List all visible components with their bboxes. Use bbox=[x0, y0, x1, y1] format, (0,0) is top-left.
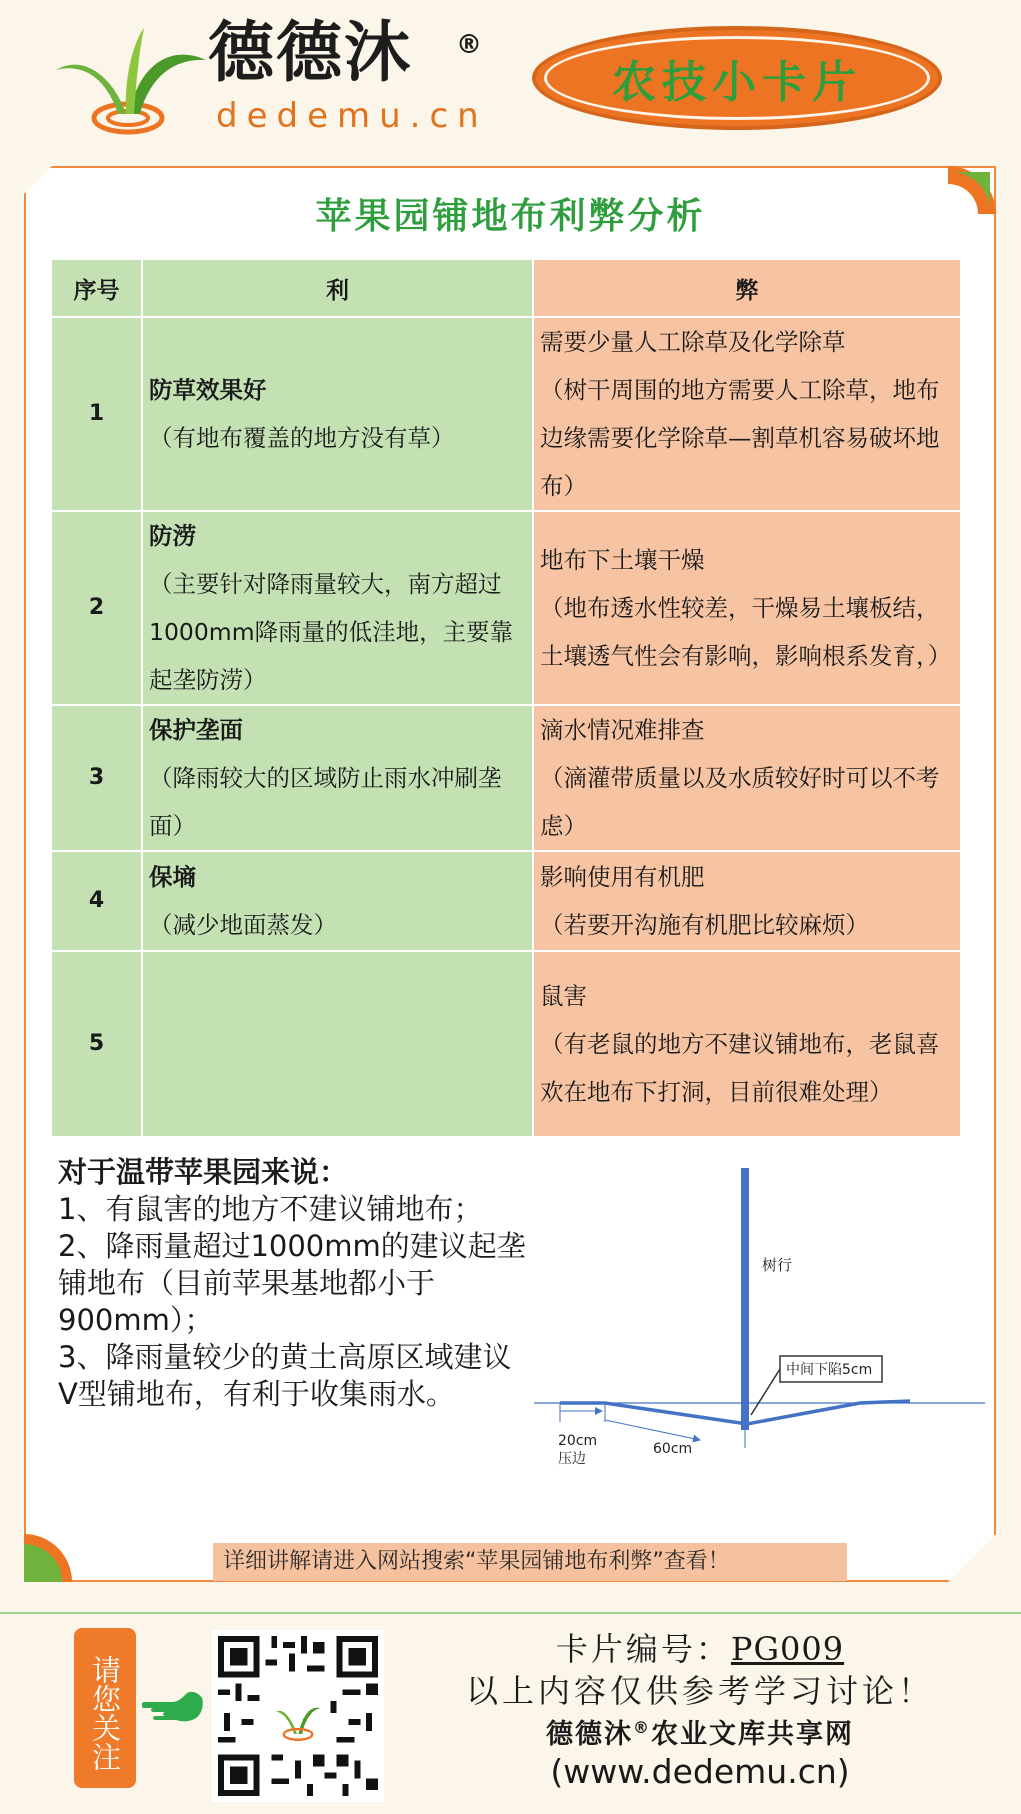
header-cons: 弊 bbox=[533, 259, 961, 317]
con-text: （滴灌带质量以及水质较好时可以不考虑） bbox=[540, 764, 940, 840]
dedemu-logo bbox=[56, 22, 206, 138]
site-name-brand: 德德沐 bbox=[546, 1719, 633, 1750]
con-title: 影响使用有机肥 bbox=[540, 863, 705, 891]
pro-title: 防涝 bbox=[149, 522, 196, 550]
follow-us-tag: 请您关注 bbox=[74, 1628, 136, 1788]
card-number bbox=[420, 1624, 980, 1670]
edge-press-label: 压边 bbox=[558, 1451, 586, 1467]
notes-heading: 对于温带苹果园来说： bbox=[58, 1155, 349, 1189]
span-width-label: 60cm bbox=[653, 1441, 693, 1457]
con-text: （地布透水性较差，干燥易土壤板结，土壤透气性会有影响，影响根系发育，） bbox=[540, 594, 952, 670]
site-name-suffix: 农业文库共享网 bbox=[651, 1719, 854, 1750]
notes-line-3: 3、降雨量较少的黄土高原区域建议V型铺地布，有利于收集雨水。 bbox=[58, 1340, 512, 1411]
con-text: （树干周围的地方需要人工除草，地布边缘需要化学除草—割草机容易破坏地布） bbox=[540, 376, 940, 500]
edge-width-label: 20cm bbox=[558, 1433, 598, 1449]
search-hint-banner: 详细讲解请进入网站搜索“苹果园铺地布利弊”查看！ bbox=[213, 1543, 847, 1581]
site-name bbox=[420, 1712, 980, 1751]
pro-title: 保护垄面 bbox=[149, 716, 243, 744]
span-width-arrow bbox=[605, 1420, 700, 1440]
table-row bbox=[51, 705, 961, 851]
footer-divider bbox=[0, 1612, 1021, 1614]
card-type-badge bbox=[532, 26, 942, 130]
table-row bbox=[51, 951, 961, 1137]
con-cell bbox=[533, 705, 961, 851]
row-index: 2 bbox=[51, 511, 142, 705]
header-pros: 利 bbox=[142, 259, 533, 317]
con-cell bbox=[533, 317, 961, 511]
qr-code[interactable] bbox=[212, 1630, 384, 1802]
tree-row-label: 树行 bbox=[762, 1256, 793, 1274]
con-cell bbox=[533, 851, 961, 951]
brand-registered-mark: ® bbox=[456, 30, 482, 60]
table-row bbox=[51, 317, 961, 511]
pro-cell bbox=[142, 951, 533, 1137]
document-title: 苹果园铺地布利弊分析 bbox=[315, 196, 706, 237]
corner-ornament-bottom-left bbox=[24, 1534, 72, 1582]
con-cell bbox=[533, 951, 961, 1137]
pro-title: 防草效果好 bbox=[149, 376, 267, 404]
row-index: 5 bbox=[51, 951, 142, 1137]
con-text: （若要开沟施有机肥比较麻烦） bbox=[540, 911, 869, 939]
pro-text: （减少地面蒸发） bbox=[149, 911, 337, 939]
ground-cover-profile bbox=[560, 1401, 910, 1424]
row-index: 3 bbox=[51, 705, 142, 851]
con-text: （有老鼠的地方不建议铺地布，老鼠喜欢在地布下打洞，目前很难处理） bbox=[540, 1030, 940, 1106]
con-cell bbox=[533, 511, 961, 705]
con-title: 需要少量人工除草及化学除草 bbox=[540, 328, 846, 356]
row-index: 1 bbox=[51, 317, 142, 511]
card-number-code: PG009 bbox=[730, 1630, 845, 1668]
table-row bbox=[51, 511, 961, 705]
site-url-link[interactable]: (www.dedemu.cn) bbox=[550, 1752, 850, 1791]
pro-text: （主要针对降雨量较大，南方超过1000mm降雨量的低洼地，主要靠起垄防涝） bbox=[149, 570, 514, 694]
tree-row-line bbox=[741, 1168, 749, 1430]
temperate-orchard-notes bbox=[58, 1154, 528, 1413]
v-shape-ground-cover-diagram bbox=[530, 1160, 990, 1470]
pro-title: 保墒 bbox=[149, 863, 196, 891]
pro-cell bbox=[142, 705, 533, 851]
card-type-badge-label: 农技小卡片 bbox=[544, 36, 930, 120]
pro-cell bbox=[142, 851, 533, 951]
con-title: 地布下土壤干燥 bbox=[540, 546, 705, 574]
card-number-label: 卡片编号： bbox=[555, 1630, 731, 1668]
brand-domain: dedemu.cn bbox=[216, 96, 488, 136]
header-index: 序号 bbox=[51, 259, 142, 317]
table-header-row bbox=[51, 259, 961, 317]
sag-label: 中间下陷5cm bbox=[786, 1362, 873, 1378]
pro-cell bbox=[142, 317, 533, 511]
pros-cons-table-wrap bbox=[50, 258, 960, 1138]
con-title: 鼠害 bbox=[540, 982, 587, 1010]
pro-cell bbox=[142, 511, 533, 705]
sag-pointer-line bbox=[751, 1369, 780, 1415]
site-registered-mark: ® bbox=[633, 1718, 651, 1737]
row-index: 4 bbox=[51, 851, 142, 951]
table-row bbox=[51, 851, 961, 951]
pros-cons-table bbox=[50, 258, 962, 1138]
pro-text: （降雨较大的区域防止雨水冲刷垄面） bbox=[149, 764, 502, 840]
notes-line-2: 2、降雨量超过1000mm的建议起垄铺地布（目前苹果基地都小于900mm）； bbox=[58, 1229, 526, 1337]
pointing-hand-icon bbox=[142, 1688, 204, 1728]
pro-text: （有地布覆盖的地方没有草） bbox=[149, 424, 455, 452]
brand-name: 德德沐 bbox=[208, 14, 412, 91]
notes-line-1: 1、有鼠害的地方不建议铺地布； bbox=[58, 1192, 483, 1226]
con-title: 滴水情况难排查 bbox=[540, 716, 705, 744]
disclaimer: 以上内容仅供参考学习讨论！ bbox=[465, 1672, 934, 1710]
